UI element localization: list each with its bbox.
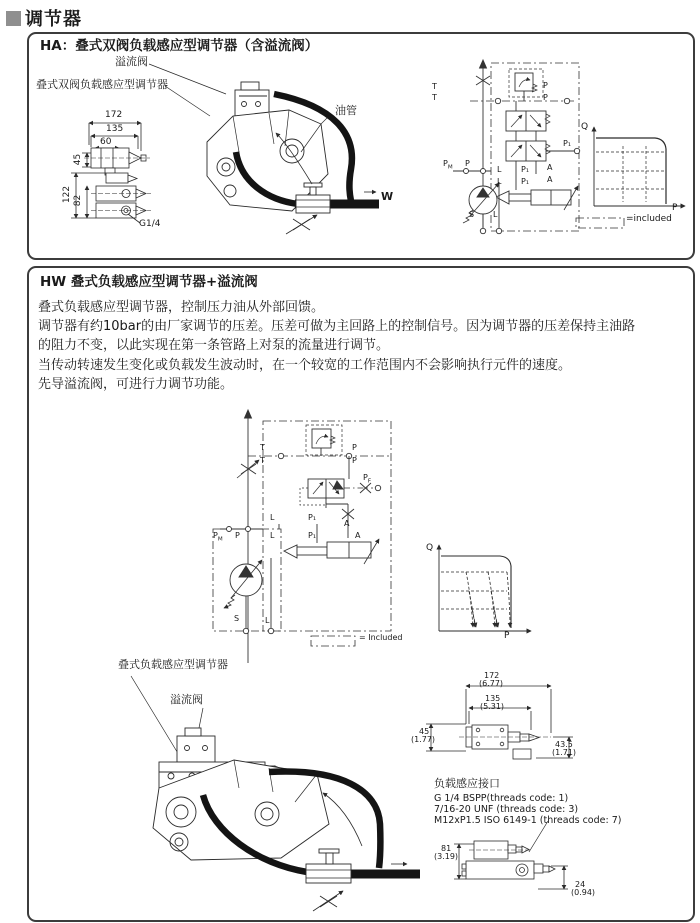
ha-sch-label-pm: $P_M$	[443, 159, 453, 171]
hw-dim-drawing-bottom	[454, 841, 568, 889]
section-hw-title: HW 叠式负载感应型调节器+溢流阀	[40, 274, 258, 290]
ha-sch-label-a2: A	[547, 175, 553, 184]
ha-w-port-label: W	[381, 190, 394, 203]
ha-sch-label-p2: P	[543, 93, 548, 102]
ha-sch-label-p1r: P₁	[563, 139, 572, 148]
hw-description-line: 当传动转速发生变化或负载发生波动时，在一个较宽的工作范围内不会影响执行元件的速度。	[38, 357, 572, 373]
hw-description-line: 叠式负载感应型调节器，控制压力油从外部回馈。	[38, 300, 325, 315]
hw-sch-label-l3: L	[265, 616, 270, 625]
ha-dim-82: 82	[73, 194, 84, 207]
hw-relief-valve-label: 溢流阀	[170, 693, 203, 706]
hw-pump-illustration	[153, 728, 420, 911]
ha-chart-xlabel: P	[672, 203, 678, 213]
hw-chart-ylabel: Q	[426, 543, 434, 553]
hw-ls-port-title: 负载感应接口	[434, 777, 500, 790]
ha-sch-label-s: S	[469, 210, 475, 219]
hw-sch-label-l2: L	[270, 531, 275, 540]
hw-dim-135-inch: (5.31)	[480, 702, 505, 711]
hw-sch-label-t1: T	[260, 443, 265, 452]
page-header	[6, 5, 82, 31]
hw-sch-label-t2: T	[260, 456, 265, 465]
ha-relief-valve-label: 溢流阀	[115, 55, 148, 68]
ha-sch-label-l2: L	[497, 177, 502, 186]
ha-pump-illustration	[149, 64, 379, 234]
hw-sch-label-a1: A	[344, 519, 350, 528]
hw-sch-label-pf: $P_F$	[363, 473, 372, 485]
hw-qp-chart	[439, 545, 531, 631]
hw-dim-172: 172	[484, 671, 500, 680]
hw-sch-label-p1b: P₁	[308, 531, 317, 540]
ha-dim-172: 172	[105, 110, 123, 120]
hw-sch-label-l1: L	[270, 513, 275, 522]
section-ha-title: HA：叠式双阀负载感应型调节器（含溢流阀）	[40, 38, 319, 54]
ha-sch-label-p1b: P₁	[521, 177, 530, 186]
hw-dim-24: 24	[575, 880, 586, 889]
hw-ls-port-option-3: M12xP1.5 ISO 6149-1 (threads code: 7)	[434, 815, 622, 826]
hw-dim-81: 81	[441, 844, 452, 853]
hw-dim-43-5-inch: (1.71)	[552, 748, 577, 757]
hw-sch-label-p2: P	[352, 456, 357, 465]
hw-dim-45-inch: (1.77)	[411, 735, 436, 744]
hw-dim-45: 45	[419, 727, 430, 736]
ha-dim-135: 135	[106, 124, 124, 134]
ha-dim-45: 45	[73, 153, 84, 166]
ha-sch-label-l1: L	[497, 165, 502, 174]
ha-legend-included: =included	[626, 214, 672, 224]
ha-oil-pipe-label: 油管	[335, 104, 357, 117]
hw-dim-135: 135	[485, 694, 501, 703]
hw-sch-label-s: S	[234, 614, 240, 623]
hw-dim-24-inch: (0.94)	[571, 888, 596, 897]
hw-ls-port-option-1: G 1/4 BSPP(threads code: 1)	[434, 793, 569, 804]
hw-dim-172-inch: (6.77)	[479, 679, 504, 688]
section-hw	[27, 266, 695, 922]
ha-sch-label-p1: P	[543, 81, 548, 90]
header-square-icon	[6, 11, 21, 26]
hw-sch-label-p1: P	[352, 443, 357, 452]
hw-sch-label-a2: A	[355, 531, 361, 540]
hw-description-line: 调节器有约10bar的由厂家调节的压差。压差可做为主回路上的控制信号。因为调节器的压差保持主油路	[38, 319, 636, 335]
ha-dim-60: 60	[100, 137, 112, 147]
hw-sch-label-p3: P	[235, 531, 240, 540]
hw-sch-label-p1a: P₁	[308, 513, 317, 522]
ha-chart-ylabel: Q	[581, 122, 589, 132]
hw-chart-xlabel: P	[504, 631, 510, 641]
hw-dim-43-5: 43.5	[555, 740, 573, 749]
ha-sch-label-t1: T	[432, 82, 437, 91]
ha-dim-122: 122	[62, 185, 73, 204]
ha-qp-chart	[594, 127, 685, 206]
hw-regulator-label: 叠式负载感应型调节器	[118, 658, 228, 671]
hw-legend-included: = Included	[359, 633, 403, 642]
hw-description-line: 的阻力不变，以此实现在第一条管路上对泵的流量进行调节。	[38, 338, 390, 354]
ha-regulator-label: 叠式双阀负载感应型调节器	[36, 78, 168, 91]
ha-hydraulic-schematic	[453, 60, 624, 234]
section-ha	[27, 32, 695, 260]
hw-description-line: 先导溢流阀，可进行力调节功能。	[38, 376, 234, 392]
page-title: 调节器	[25, 9, 82, 30]
ha-sch-label-p1a: P₁	[521, 165, 530, 174]
ha-sch-label-a1: A	[547, 163, 553, 172]
hw-sch-label-pm: $P_M$	[213, 531, 223, 543]
hw-dim-81-inch: (3.19)	[434, 852, 459, 861]
hw-ls-port-option-2: 7/16-20 UNF (threads code: 3)	[434, 804, 579, 815]
ha-sch-label-t2: T	[432, 93, 437, 102]
ha-port-g14: G1/4	[139, 219, 161, 229]
ha-sch-label-l3: L	[493, 210, 498, 219]
ha-sch-label-p3: P	[465, 159, 470, 168]
hw-description	[38, 298, 688, 394]
